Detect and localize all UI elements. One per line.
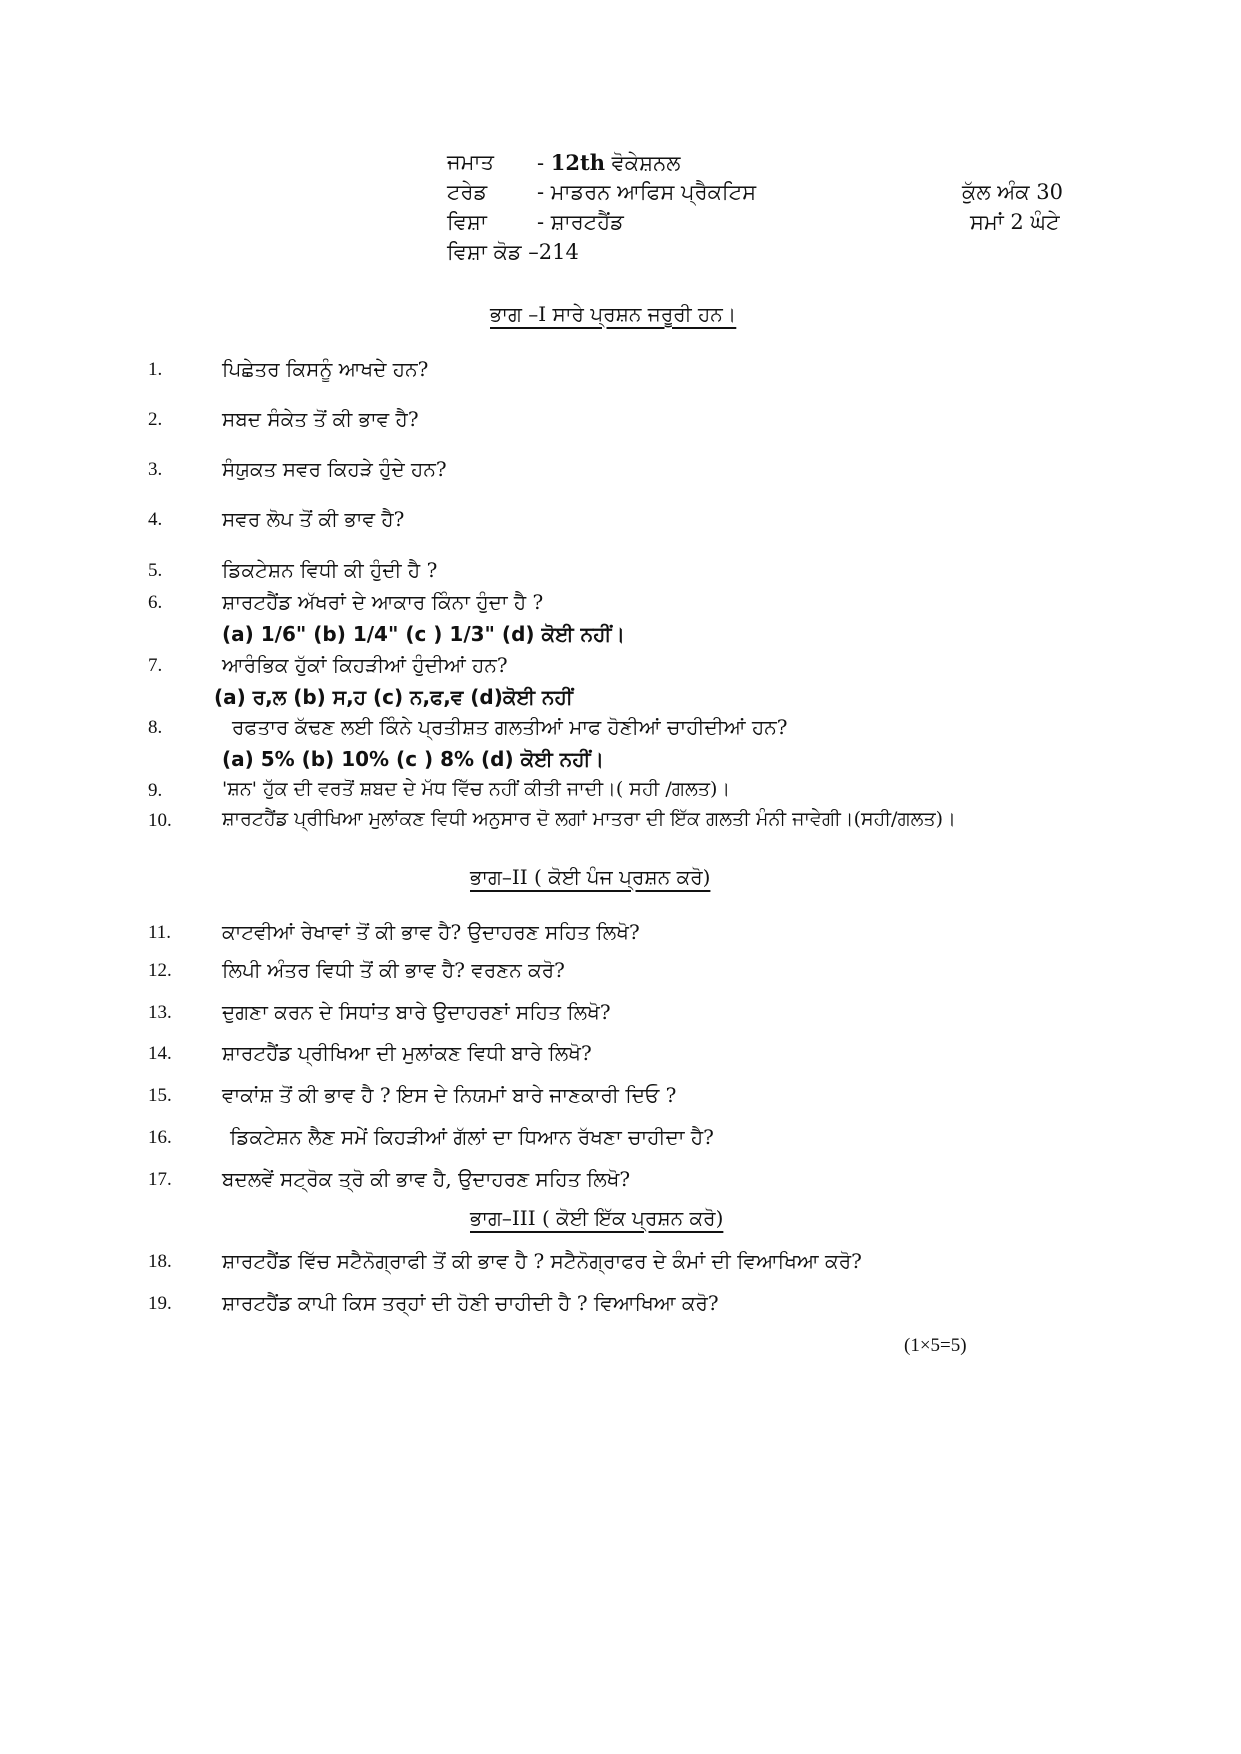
question-number: 12. [148, 960, 172, 981]
question-text: ਆਰੰਭਿਕ ਹੁੱਕਾਂ ਕਿਹੜੀਆਂ ਹੁੰਦੀਆਂ ਹਨ? [222, 653, 508, 677]
question-number: 17. [148, 1169, 172, 1190]
trade-label: ਟਰੇਡ [447, 180, 488, 204]
question-text: ਸ਼ਾਰਟਹੈਂਡ ਵਿੱਚ ਸਟੈਨੋਗ੍ਰਾਫੀ ਤੋਂ ਕੀ ਭਾਵ ਹੈ ? ਸਟੈਨੋਗ੍ਰਾਫਰ ਦੇ ਕੰਮਾਂ ਦੀ ਵਿਆਖਿਆ ਕਰੋ? [222, 1249, 862, 1273]
question-number: 10. [148, 810, 172, 831]
question-text: ਡਿਕਟੇਸ਼ਨ ਲੈਣ ਸਮੇਂ ਕਿਹੜੀਆਂ ਗੱਲਾਂ ਦਾ ਧਿਆਨ ਰੱਖਣਾ ਚਾਹੀਦਾ ਹੈ? [230, 1125, 714, 1149]
question-text: ਡਿਕਟੇਸ਼ਨ ਵਿਧੀ ਕੀ ਹੁੰਦੀ ਹੈ ? [222, 558, 438, 582]
question-7-options: (a) ਰ,ਲ (b) ਸ,ਹ (c) ਨ,ਫ,ਵ (d)ਕੋਈ ਨਹੀਂ [214, 685, 573, 709]
question-6-options: (a) 1/6" (b) 1/4" (c ) 1/3" (d) ਕੋਈ ਨਹੀਂ। [222, 622, 625, 646]
question-text: ਸੰਯੁਕਤ ਸਵਰ ਕਿਹੜੇ ਹੁੰਦੇ ਹਨ? [222, 457, 447, 481]
class-value-prefix: - [537, 151, 551, 175]
class-value [537, 150, 680, 176]
question-number: 5. [148, 560, 163, 581]
trade-value: - ਮਾਡਰਨ ਆਫਿਸ ਪ੍ਰੈਕਟਿਸ [537, 180, 757, 204]
question-text: ਵਾਕਾਂਸ਼ ਤੋਂ ਕੀ ਭਾਵ ਹੈ ? ਇਸ ਦੇ ਨਿਯਮਾਂ ਬਾਰੇ ਜਾਣਕਾਰੀ ਦਿਓ ? [222, 1083, 677, 1107]
question-number: 13. [148, 1002, 172, 1023]
question-number: 2. [148, 409, 163, 430]
question-number: 15. [148, 1085, 172, 1106]
subject-label: ਵਿਸ਼ਾ [447, 210, 487, 234]
question-text: ਦੁਗਣਾ ਕਰਨ ਦੇ ਸਿਧਾਂਤ ਬਾਰੇ ਉਦਾਹਰਣਾਂ ਸਹਿਤ ਲਿਖੋ? [222, 1000, 611, 1024]
question-text: 'ਸ਼ਨ' ਹੁੱਕ ਦੀ ਵਰਤੋਂ ਸ਼ਬਦ ਦੇ ਮੱਧ ਵਿੱਚ ਨਹੀਂ ਕੀਤੀ ਜਾਦੀ।( ਸਹੀ /ਗਲਤ)। [222, 778, 731, 800]
section-heading-part3: ਭਾਗ–III ( ਕੋਈ ਇੱਕ ਪ੍ਰਸ਼ਨ ਕਰੋ) [470, 1206, 724, 1230]
question-number: 9. [148, 780, 163, 801]
class-value-suffix: ਵੋਕੇਸ਼ਨਲ [604, 151, 681, 175]
question-text: ਸ਼ਾਰਟਹੈਂਡ ਅੱਖਰਾਂ ਦੇ ਆਕਾਰ ਕਿੰਨਾ ਹੁੰਦਾ ਹੈ ? [222, 590, 544, 614]
marks-note: (1×5=5) [904, 1335, 967, 1356]
question-text: ਸ਼ਾਰਟਹੈਂਡ ਪ੍ਰੀਖਿਆ ਮੁਲਾਂਕਣ ਵਿਧੀ ਅਨੁਸਾਰ ਦੋ ਲਗਾਂ ਮਾਤਰਾ ਦੀ ਇੱਕ ਗਲਤੀ ਮੰਨੀ ਜਾਵੇਗੀ।(ਸਹੀ/ਗਲਤ)। [222, 808, 956, 830]
subject-value: - ਸ਼ਾਰਟਹੈਂਡ [537, 210, 624, 234]
question-text: ਰਫਤਾਰ ਕੱਢਣ ਲਈ ਕਿੰਨੇ ਪ੍ਰਤੀਸ਼ਤ ਗਲਤੀਆਂ ਮਾਫ ਹੋਣੀਆਂ ਚਾਹੀਦੀਆਂ ਹਨ? [232, 715, 788, 739]
question-number: 11. [148, 922, 172, 943]
question-number: 16. [148, 1127, 172, 1148]
question-number: 6. [148, 592, 163, 613]
question-text: ਕਾਟਵੀਆਂ ਰੇਖਾਵਾਂ ਤੋਂ ਕੀ ਭਾਵ ਹੈ? ਉਦਾਹਰਣ ਸਹਿਤ ਲਿਖੋ? [222, 920, 640, 944]
class-value-grade: 12th [550, 150, 605, 175]
question-text: ਲਿਪੀ ਅੰਤਰ ਵਿਧੀ ਤੋਂ ਕੀ ਭਾਵ ਹੈ? ਵਰਣਨ ਕਰੋ? [222, 958, 565, 982]
total-marks: ਕੁੱਲ ਅੰਕ 30 [962, 180, 1063, 204]
question-text: ਬਦਲਵੇਂ ਸਟ੍ਰੋਕ ਤ੍ਰੋ ਕੀ ਭਾਵ ਹੈ, ਉਦਾਹਰਣ ਸਹਿਤ ਲਿਖੋ? [222, 1167, 631, 1191]
question-text: ਪਿਛੇਤਰ ਕਿਸਨੂੰ ਆਖਦੇ ਹਨ? [222, 357, 429, 381]
question-text: ਸ਼ਾਰਟਹੈਂਡ ਕਾਪੀ ਕਿਸ ਤਰ੍ਹਾਂ ਦੀ ਹੋਣੀ ਚਾਹੀਦੀ ਹੈ ? ਵਿਆਖਿਆ ਕਰੋ? [222, 1291, 719, 1315]
subject-code: ਵਿਸ਼ਾ ਕੋਡ –214 [447, 240, 579, 264]
question-number: 8. [148, 717, 163, 738]
question-text: ਸਬਦ ਸੰਕੇਤ ਤੋਂ ਕੀ ਭਾਵ ਹੈ? [222, 407, 419, 431]
exam-time: ਸਮਾਂ 2 ਘੰਟੇ [970, 210, 1060, 234]
question-number: 1. [148, 359, 163, 380]
question-number: 4. [148, 509, 163, 530]
question-number: 7. [148, 655, 163, 676]
question-number: 14. [148, 1043, 172, 1064]
section-heading-part1: ਭਾਗ –I ਸਾਰੇ ਪ੍ਰਸ਼ਨ ਜਰੂਰੀ ਹਨ। [490, 302, 737, 326]
class-label: ਜਮਾਤ [447, 150, 494, 174]
question-8-options: (a) 5% (b) 10% (c ) 8% (d) ਕੋਈ ਨਹੀਂ। [222, 747, 605, 771]
question-text: ਸ਼ਾਰਟਹੈਂਡ ਪ੍ਰੀਖਿਆ ਦੀ ਮੁਲਾਂਕਣ ਵਿਧੀ ਬਾਰੇ ਲਿਖੋ? [222, 1041, 592, 1065]
question-number: 19. [148, 1293, 172, 1314]
question-text: ਸਵਰ ਲੋਪ ਤੋਂ ਕੀ ਭਾਵ ਹੈ? [222, 507, 405, 531]
question-number: 3. [148, 459, 163, 480]
section-heading-part2: ਭਾਗ–II ( ਕੋਈ ਪੰਜ ਪ੍ਰਸ਼ਨ ਕਰੋ) [470, 865, 711, 889]
question-number: 18. [148, 1251, 172, 1272]
